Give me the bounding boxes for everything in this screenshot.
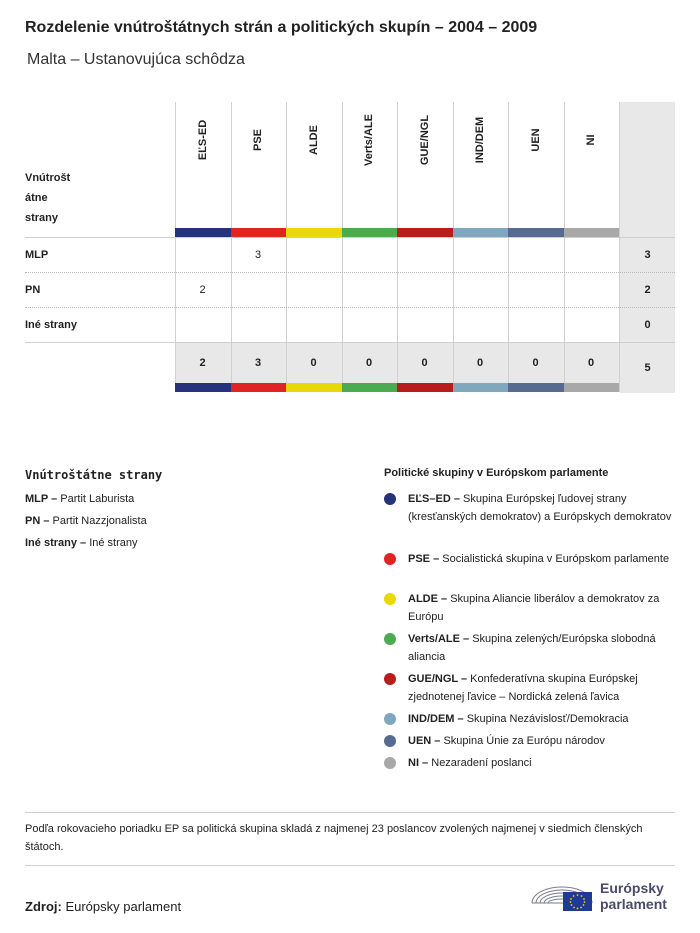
group-header-ind-dem: [453, 102, 508, 220]
source-line: Zdroj: Európsky parlament: [25, 899, 182, 914]
group-total-cell: 2: [199, 357, 206, 369]
row-seats-total: 2: [644, 284, 651, 296]
group-total-cell: 0: [310, 357, 317, 369]
group-total-cell: 0: [421, 357, 428, 369]
group-color-bar: [342, 383, 398, 392]
group-color-dot-icon: [384, 673, 396, 685]
group-header-label: Verts/ALE: [363, 114, 375, 166]
group-header-uen: [508, 102, 563, 220]
national-party-legend-item: Iné strany – Iné strany: [25, 537, 138, 549]
group-total-cell: 0: [532, 357, 539, 369]
group-header-label: GUE/NGL: [418, 114, 431, 166]
political-groups-legend-title: Politické skupiny v Európskom parlamente: [384, 467, 609, 479]
group-header-label: ALDE: [307, 125, 320, 155]
row-header-label: Vnútrošt átne strany: [25, 172, 71, 224]
group-header-label: UEN: [529, 128, 542, 152]
group-total-cell: 0: [587, 357, 595, 369]
group-color-bar: [564, 228, 620, 237]
group-color-bar: [175, 383, 231, 392]
group-color-dot-icon: [384, 593, 396, 605]
logo-text: Európsky parlament: [600, 880, 667, 912]
row-divider: [25, 237, 675, 238]
group-color-dot-icon: [384, 735, 396, 747]
group-color-bar: [286, 383, 342, 392]
page-title: Rozdelenie vnútroštátnych strán a politických skupín – 2004 – 2009: [25, 19, 538, 36]
national-party-legend-item: MLP – Partit Laburista: [25, 493, 135, 505]
table-cell: 2: [199, 284, 206, 296]
group-header-e-s-ed: [175, 102, 230, 220]
seats-column-background: [620, 102, 675, 393]
group-header-verts-ale: [342, 102, 397, 220]
group-total-cell: 0: [476, 357, 484, 369]
group-color-bar: [231, 228, 287, 237]
group-color-dot-icon: [384, 493, 396, 505]
grand-total-seats: 5: [644, 362, 651, 374]
national-parties-legend-title: Vnútroštátne strany: [25, 468, 163, 482]
group-color-bar: [564, 383, 620, 392]
group-header-alde: [286, 102, 341, 220]
row-seats-total: 0: [644, 319, 651, 331]
group-header-ni: [564, 102, 619, 220]
row-divider: [25, 272, 675, 273]
group-total-cell: 0: [365, 357, 373, 369]
footnote: Podľa rokovacieho poriadku EP sa politická skupina skladá z najmenej 23 poslancov zvolených najmenej v siedmich členských štátoch.: [25, 823, 643, 853]
row-label-mlp: MLP: [25, 249, 49, 261]
row-divider: [25, 307, 675, 308]
group-header-label: PSE: [252, 128, 264, 152]
row-label-pn: PN: [25, 284, 41, 296]
group-color-bar: [175, 228, 231, 237]
group-color-dot-icon: [384, 633, 396, 645]
group-color-bar: [342, 228, 398, 237]
group-header-label: EĽS-ED: [196, 119, 209, 161]
table-cell: 3: [254, 249, 262, 261]
group-color-bar: [453, 383, 509, 392]
group-color-bar: [453, 228, 509, 237]
page-subtitle: Malta – Ustanovujúca schôdza: [27, 51, 245, 68]
group-total-cell: 3: [254, 357, 262, 369]
group-color-bar: [397, 228, 453, 237]
group-color-dot-icon: [384, 553, 396, 565]
group-header-label: NI: [585, 134, 597, 146]
group-color-bar: [508, 383, 564, 392]
divider: [25, 865, 675, 866]
group-color-bar: [397, 383, 453, 392]
group-color-dot-icon: [384, 713, 396, 725]
group-color-bar: [286, 228, 342, 237]
seat-distribution-table: [25, 102, 675, 393]
divider: [25, 812, 675, 813]
group-color-bar: [508, 228, 564, 237]
group-header-label: IND/DEM: [474, 116, 486, 164]
row-label-in-strany: Iné strany: [25, 319, 77, 331]
group-header-pse: [231, 102, 286, 220]
row-divider: [25, 342, 675, 343]
column-divider: [619, 102, 620, 392]
group-color-dot-icon: [384, 757, 396, 769]
national-party-legend-item: PN – Partit Nazzjonalista: [25, 515, 147, 527]
row-seats-total: 3: [644, 249, 651, 261]
group-header-gue-ngl: [397, 102, 452, 220]
group-color-bar: [231, 383, 287, 392]
